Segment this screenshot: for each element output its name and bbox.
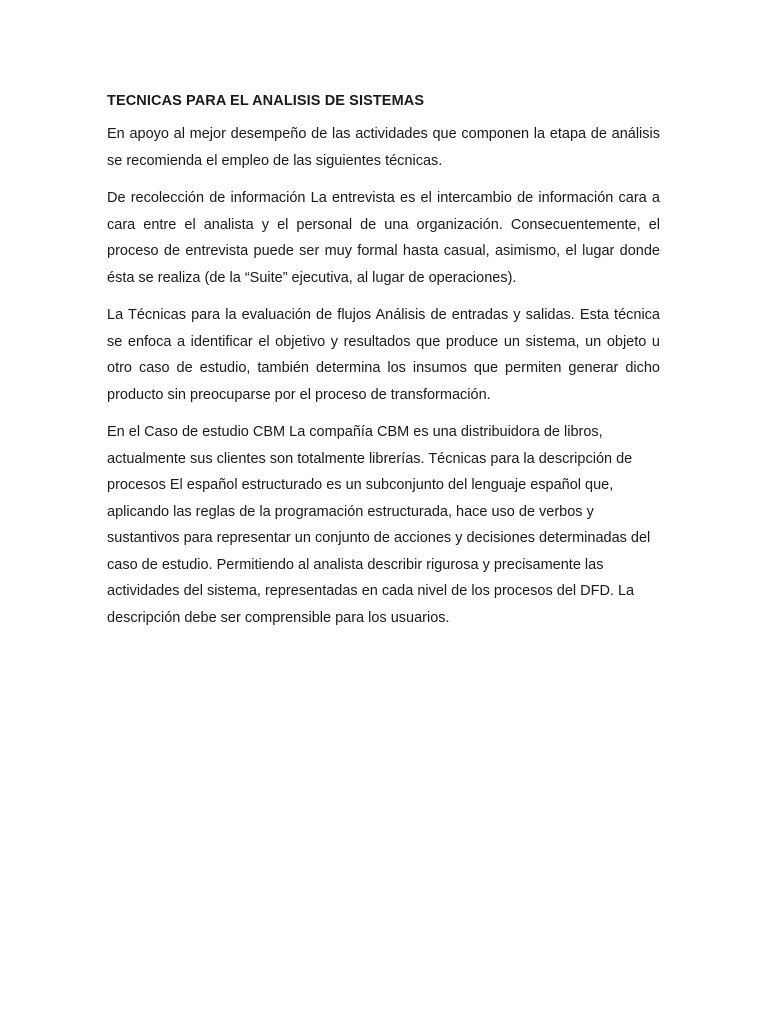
paragraph-recoleccion: De recolección de información La entrevista es el intercambio de información cara a cara entre el analista y el personal de una organización. Consecuentemente, el proceso de entrevista puede ser muy formal hasta casual, asimismo, el lugar donde ésta se realiza (de la “Suite” ejecutiva, al lugar de operaciones). (107, 190, 660, 286)
paragraph-caso-cbm: En el Caso de estudio CBM La compañía CBM es una distribuidora de libros, actualmente sus clientes son totalmente librerías. Técnicas para la descripción de procesos El español estructurado es un subconjunto del lenguaje español que, aplicando las reglas de la programación estructurada, hace uso de verbos y sustantivos para representar un conjunto de acciones y decisiones determinadas del caso de estudio. Permitiendo al analista describir rigurosa y precisamente las actividades del sistema, representadas en cada nivel de los procesos del DFD. La descripción debe ser comprensible para los usuarios. (107, 424, 651, 626)
document-body (107, 92, 660, 642)
paragraph-evaluacion-flujos: La Técnicas para la evaluación de flujos Análisis de entradas y salidas. Esta técnica se enfoca a identificar el objetivo y resultados que produce un sistema, un objeto u otro caso de estudio, también determina los insumos que permiten generar dicho producto sin preocuparse por el proceso de transformación. (107, 307, 660, 403)
paragraph-intro: En apoyo al mejor desempeño de las actividades que componen la etapa de análisis se recomienda el empleo de las siguientes técnicas. (107, 126, 660, 169)
document-title: TECNICAS PARA EL ANALISIS DE SISTEMAS (107, 93, 425, 109)
